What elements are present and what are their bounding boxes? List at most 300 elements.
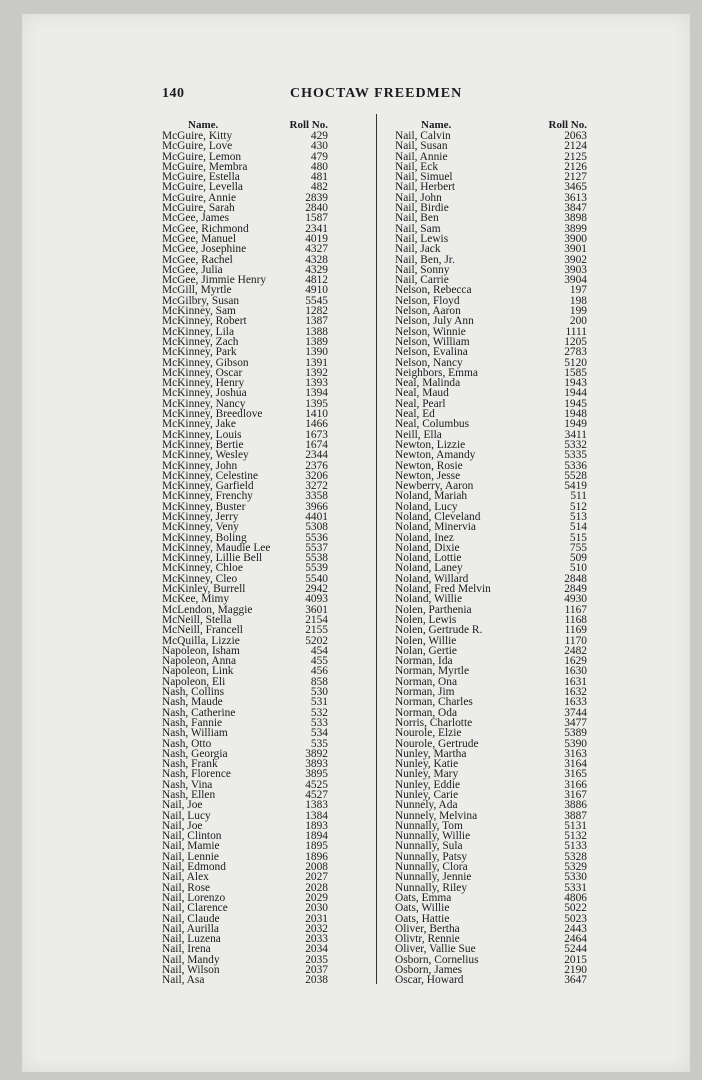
- entry-name: Nunnally, Patsy: [395, 850, 468, 863]
- entry-roll-number: 2190: [564, 964, 587, 977]
- entry-roll-number: 2035: [305, 953, 328, 966]
- entry-name: Newton, Amandy: [395, 449, 476, 462]
- entry-name: Oats, Hattie: [395, 912, 450, 925]
- entry-roll-number: 4327: [305, 243, 328, 256]
- entry-name: Nourole, Gertrude: [395, 737, 479, 750]
- entry-name: McKinney, Boling: [162, 531, 247, 544]
- entry-roll-number: 513: [569, 510, 587, 523]
- entry-name: Nash, Collins: [162, 686, 225, 699]
- roll-column-header: Roll No.: [548, 119, 587, 131]
- entry-name: McGee, Rachel: [162, 253, 233, 266]
- entry-name: Oats, Willie: [395, 902, 450, 915]
- entry-roll-number: 454: [310, 644, 328, 657]
- entry-roll-number: 3898: [564, 212, 587, 225]
- entry-name: Nelson, Rebecca: [395, 284, 472, 297]
- entry-roll-number: 2783: [564, 346, 587, 359]
- entry-roll-number: 5308: [305, 521, 328, 534]
- entry-name: Nail, John: [395, 191, 442, 204]
- entry-name: Nail, Lucy: [162, 809, 211, 822]
- right-column: [395, 119, 587, 986]
- entry-roll-number: 3904: [564, 274, 587, 287]
- entry-roll-number: 5329: [564, 861, 587, 874]
- entry-name: Nail, Ben, Jr.: [395, 253, 455, 266]
- entry-roll-number: 1631: [564, 675, 587, 688]
- entry-name: Nail, Carrie: [395, 274, 449, 287]
- entry-name: Norman, Oda: [395, 706, 457, 719]
- entry-roll-number: 2033: [305, 933, 328, 946]
- entry-roll-number: 3477: [564, 716, 587, 729]
- entry-name: Nail, Clarence: [162, 902, 228, 915]
- entry-name: McKinney, Maudie Lee: [162, 541, 271, 554]
- entry-roll-number: 1629: [564, 655, 587, 668]
- entry-name: McGuire, Annie: [162, 191, 237, 204]
- entry-name: Neill, Ella: [395, 428, 442, 441]
- entry-name: Nail, Alex: [162, 871, 209, 884]
- entry-roll-number: 1205: [564, 335, 587, 348]
- entry-roll-number: 1896: [305, 850, 328, 863]
- entry-roll-number: 429: [310, 130, 328, 142]
- entry-roll-number: 4525: [305, 778, 328, 791]
- entry-roll-number: 2028: [305, 881, 328, 894]
- entry-roll-number: 3966: [305, 500, 328, 513]
- entry-name: Nolen, Parthenia: [395, 603, 472, 616]
- entry-roll-number: 4019: [305, 232, 328, 245]
- entry-name: McQuilla, Lizzie: [162, 634, 240, 647]
- entry-roll-number: 479: [310, 150, 328, 163]
- entry-roll-number: 1167: [564, 603, 587, 616]
- entry-name: Noland, Fred Melvin: [395, 583, 491, 596]
- entry-roll-number: 533: [310, 716, 328, 729]
- entry-roll-number: 1392: [305, 366, 328, 379]
- roll-entry: [395, 347, 587, 357]
- entry-name: Napoleon, Isham: [162, 644, 240, 657]
- entry-name: Nail, Mamie: [162, 840, 220, 853]
- entry-name: Newton, Lizzie: [395, 438, 466, 451]
- entry-name: Noland, Willie: [395, 593, 463, 606]
- roll-column-header: Roll No.: [289, 119, 328, 131]
- entry-roll-number: 515: [569, 531, 587, 544]
- entry-roll-number: 5539: [305, 562, 328, 575]
- entry-roll-number: 5419: [564, 480, 587, 493]
- page-header: [0, 86, 702, 106]
- entry-name: Oliver, Bertha: [395, 922, 460, 935]
- entry-roll-number: 1585: [564, 366, 587, 379]
- entry-roll-number: 1394: [305, 387, 328, 400]
- entry-roll-number: 430: [310, 140, 328, 153]
- entry-roll-number: 1168: [564, 613, 587, 626]
- entry-name: Noland, Lucy: [395, 500, 458, 513]
- right-roll-list: [395, 131, 587, 986]
- entry-name: Nunley, Martha: [395, 747, 467, 760]
- entry-name: Nunnally, Sula: [395, 840, 463, 853]
- entry-roll-number: 480: [310, 160, 328, 173]
- entry-roll-number: 5540: [305, 572, 328, 585]
- entry-roll-number: 858: [310, 675, 328, 688]
- entry-roll-number: 5389: [564, 727, 587, 740]
- entry-name: McGuire, Love: [162, 140, 233, 153]
- entry-name: Norris, Charlotte: [395, 716, 473, 729]
- entry-roll-number: 5335: [564, 449, 587, 462]
- entry-name: McNeill, Stella: [162, 613, 232, 626]
- entry-roll-number: 511: [570, 490, 587, 503]
- entry-name: Norman, Ida: [395, 655, 453, 668]
- entry-roll-number: 531: [310, 696, 328, 709]
- entry-name: McKinney, Joshua: [162, 387, 247, 400]
- entry-name: Nail, Jack: [395, 243, 441, 256]
- entry-name: McKinney, Park: [162, 346, 237, 359]
- entry-name: Nail, Clinton: [162, 830, 222, 843]
- entry-name: McGee, Manuel: [162, 232, 237, 245]
- entry-name: Nourole, Elzie: [395, 727, 462, 740]
- entry-roll-number: 3901: [564, 243, 587, 256]
- entry-roll-number: 3167: [564, 789, 587, 801]
- entry-name: McGee, James: [162, 212, 230, 225]
- entry-name: McKinney, John: [162, 459, 238, 472]
- roll-entry: [162, 728, 328, 738]
- entry-name: Napoleon, Eli: [162, 675, 226, 688]
- name-column-header: Name.: [421, 119, 452, 131]
- entry-roll-number: 5133: [564, 840, 587, 853]
- entry-roll-number: 1393: [305, 377, 328, 390]
- entry-name: Norman, Myrtle: [395, 665, 470, 678]
- entry-name: Nail, Lorenzo: [162, 891, 226, 904]
- entry-roll-number: 1388: [305, 325, 328, 338]
- entry-roll-number: 3613: [564, 191, 587, 204]
- entry-roll-number: 2942: [305, 583, 328, 596]
- entry-roll-number: 3887: [564, 809, 587, 822]
- entry-name: Nail, Aurilla: [162, 922, 219, 935]
- entry-name: Oats, Emma: [395, 891, 452, 904]
- entry-roll-number: 3358: [305, 490, 328, 503]
- entry-roll-number: 481: [310, 171, 328, 184]
- entry-roll-number: 5528: [564, 469, 587, 482]
- entry-roll-number: 1632: [564, 686, 587, 699]
- entry-name: McKinney, Sam: [162, 305, 236, 318]
- entry-name: McGee, Jimmie Henry: [162, 274, 267, 287]
- entry-name: McGee, Josephine: [162, 243, 247, 256]
- entry-name: Newton, Rosie: [395, 459, 463, 472]
- entry-roll-number: 200: [569, 315, 587, 328]
- entry-name: McGuire, Levella: [162, 181, 243, 194]
- entry-name: Noland, Laney: [395, 562, 463, 575]
- entry-roll-number: 2015: [564, 953, 587, 966]
- entry-name: McKinney, Oscar: [162, 366, 243, 379]
- entry-roll-number: 2029: [305, 891, 328, 904]
- entry-roll-number: 1391: [305, 356, 328, 369]
- entry-name: Noland, Minervia: [395, 521, 476, 534]
- entry-roll-number: 5336: [564, 459, 587, 472]
- entry-roll-number: 2124: [564, 140, 587, 153]
- entry-roll-number: 3902: [564, 253, 587, 266]
- roll-entry: [395, 728, 587, 738]
- entry-roll-number: 5331: [564, 881, 587, 894]
- name-column-header: Name.: [188, 119, 219, 131]
- entry-name: McGuire, Lemon: [162, 150, 242, 163]
- entry-roll-number: 4527: [305, 789, 328, 801]
- entry-name: McGilbry, Susan: [162, 294, 240, 307]
- entry-name: Nail, Sonny: [395, 263, 450, 276]
- entry-roll-number: 3272: [305, 480, 328, 493]
- entry-roll-number: 5131: [564, 819, 587, 832]
- entry-name: Noland, Mariah: [395, 490, 468, 503]
- page-number: 140: [162, 86, 185, 101]
- entry-name: Nail, Birdie: [395, 202, 449, 215]
- entry-roll-number: 5202: [305, 634, 328, 647]
- entry-name: McKinney, Nancy: [162, 397, 246, 410]
- entry-name: Nail, Lewis: [395, 232, 449, 245]
- entry-roll-number: 2848: [564, 572, 587, 585]
- entry-roll-number: 3164: [564, 758, 587, 771]
- entry-roll-number: 4401: [305, 510, 328, 523]
- entry-name: Noland, Lottie: [395, 552, 462, 565]
- entry-name: McKinney, Gibson: [162, 356, 249, 369]
- entry-name: Newberry, Aaron: [395, 480, 474, 493]
- entry-roll-number: 1948: [564, 408, 587, 421]
- entry-name: Noland, Cleveland: [395, 510, 481, 523]
- entry-roll-number: 3900: [564, 232, 587, 245]
- entry-name: McKinney, Lila: [162, 325, 235, 338]
- entry-name: Nail, Susan: [395, 140, 448, 153]
- entry-name: Nolen, Lewis: [395, 613, 457, 626]
- entry-name: Norman, Charles: [395, 696, 473, 709]
- entry-name: Osborn, Cornelius: [395, 953, 479, 966]
- entry-name: McKinney, Cleo: [162, 572, 238, 585]
- entry-name: McGill, Myrtle: [162, 284, 232, 297]
- entry-name: Nail, Lennie: [162, 850, 219, 863]
- entry-roll-number: 1895: [305, 840, 328, 853]
- entry-name: Neal, Ed: [395, 408, 435, 421]
- entry-name: Nunnely, Ada: [395, 799, 458, 812]
- entry-roll-number: 1943: [564, 377, 587, 390]
- entry-roll-number: 1893: [305, 819, 328, 832]
- entry-roll-number: 3886: [564, 799, 587, 812]
- entry-roll-number: 1282: [305, 305, 328, 318]
- entry-name: McKinney, Henry: [162, 377, 245, 390]
- entry-name: McGuire, Sarah: [162, 202, 235, 215]
- entry-roll-number: 1383: [305, 799, 328, 812]
- entry-name: Nunnally, Clora: [395, 861, 468, 874]
- entry-roll-number: 455: [310, 655, 328, 668]
- entry-name: Nail, Irena: [162, 943, 211, 956]
- entry-name: Nunley, Eddie: [395, 778, 461, 791]
- entry-name: Nail, Calvin: [395, 130, 451, 142]
- entry-name: Nail, Eck: [395, 160, 439, 173]
- entry-roll-number: 2032: [305, 922, 328, 935]
- entry-name: Nash, Georgia: [162, 747, 228, 760]
- entry-name: McKinney, Breedlove: [162, 408, 263, 421]
- roll-entry: [395, 975, 587, 985]
- entry-name: Nunley, Mary: [395, 768, 459, 781]
- entry-roll-number: 5328: [564, 850, 587, 863]
- entry-roll-number: 1111: [565, 325, 587, 338]
- entry-roll-number: 3465: [564, 181, 587, 194]
- entry-name: Nail, Annie: [395, 150, 448, 163]
- entry-roll-number: 530: [310, 686, 328, 699]
- entry-name: McKinney, Wesley: [162, 449, 249, 462]
- entry-roll-number: 2127: [564, 171, 587, 184]
- entry-roll-number: 2344: [305, 449, 328, 462]
- entry-roll-number: 2839: [305, 191, 328, 204]
- entry-name: Nail, Herbert: [395, 181, 456, 194]
- entry-name: McKinney, Celestine: [162, 469, 259, 482]
- entry-roll-number: 1894: [305, 830, 328, 843]
- entry-roll-number: 512: [569, 500, 587, 513]
- entry-roll-number: 1384: [305, 809, 328, 822]
- entry-roll-number: 5545: [305, 294, 328, 307]
- entry-roll-number: 3206: [305, 469, 328, 482]
- entry-roll-number: 1674: [305, 438, 328, 451]
- entry-roll-number: 1390: [305, 346, 328, 359]
- entry-roll-number: 2443: [564, 922, 587, 935]
- entry-roll-number: 3601: [305, 603, 328, 616]
- entry-name: Neal, Columbus: [395, 418, 470, 431]
- entry-roll-number: 2027: [305, 871, 328, 884]
- entry-name: McKinney, Frenchy: [162, 490, 253, 503]
- entry-roll-number: 3892: [305, 747, 328, 760]
- entry-name: Nash, Fannie: [162, 716, 223, 729]
- entry-roll-number: 1395: [305, 397, 328, 410]
- entry-roll-number: 5538: [305, 552, 328, 565]
- entry-roll-number: 197: [569, 284, 587, 297]
- entry-name: McKinley, Burrell: [162, 583, 246, 596]
- entry-roll-number: 4329: [305, 263, 328, 276]
- entry-name: McKinney, Zach: [162, 335, 239, 348]
- entry-name: McKee, Mimy: [162, 593, 230, 606]
- roll-entry: [395, 625, 587, 635]
- entry-roll-number: 2125: [564, 150, 587, 163]
- page-sheet: [22, 14, 690, 1072]
- entry-name: Nash, Otto: [162, 737, 212, 750]
- entry-roll-number: 3744: [564, 706, 587, 719]
- entry-roll-number: 2155: [305, 624, 328, 637]
- entry-roll-number: 2341: [305, 222, 328, 235]
- entry-name: Nelson, Winnie: [395, 325, 466, 338]
- entry-roll-number: 1170: [564, 634, 587, 647]
- page-title: CHOCTAW FREEDMEN: [290, 86, 463, 101]
- entry-roll-number: 2034: [305, 943, 328, 956]
- entry-name: McNeill, Francell: [162, 624, 243, 637]
- roll-entry: [162, 975, 328, 985]
- entry-roll-number: 1673: [305, 428, 328, 441]
- entry-roll-number: 510: [569, 562, 587, 575]
- entry-name: Nail, Ben: [395, 212, 439, 225]
- entry-roll-number: 2063: [564, 130, 587, 142]
- entry-name: Nunnally, Riley: [395, 881, 468, 894]
- entry-name: McKinney, Veny: [162, 521, 239, 534]
- entry-name: Neal, Maud: [395, 387, 449, 400]
- entry-name: McKinney, Garfield: [162, 480, 254, 493]
- entry-roll-number: 4806: [564, 891, 587, 904]
- entry-roll-number: 1944: [564, 387, 587, 400]
- entry-name: McKinney, Louis: [162, 428, 242, 441]
- entry-name: Nunnally, Jennie: [395, 871, 472, 884]
- entry-roll-number: 3647: [564, 974, 587, 987]
- entry-name: Nail, Asa: [162, 974, 205, 987]
- entry-name: Nash, Ellen: [162, 789, 216, 801]
- entry-name: Neal, Malinda: [395, 377, 461, 390]
- roll-entry: [162, 625, 328, 635]
- entry-roll-number: 3166: [564, 778, 587, 791]
- entry-roll-number: 3899: [564, 222, 587, 235]
- entry-roll-number: 1169: [564, 624, 587, 637]
- entry-name: Nail, Sam: [395, 222, 441, 235]
- entry-name: McKinney, Robert: [162, 315, 247, 328]
- entry-roll-number: 5536: [305, 531, 328, 544]
- entry-name: Noland, Willard: [395, 572, 469, 585]
- entry-roll-number: 514: [569, 521, 587, 534]
- entry-roll-number: 509: [569, 552, 587, 565]
- entry-name: Nolen, Gertrude R.: [395, 624, 483, 637]
- entry-name: Nelson, July Ann: [395, 315, 474, 328]
- entry-name: Olivtr, Rennie: [395, 933, 460, 946]
- entry-name: McKinney, Lillie Bell: [162, 552, 263, 565]
- entry-name: Norman, Ona: [395, 675, 457, 688]
- entry-roll-number: 3903: [564, 263, 587, 276]
- entry-name: Nelson, William: [395, 335, 470, 348]
- entry-name: Nail, Mandy: [162, 953, 220, 966]
- entry-roll-number: 3411: [564, 428, 587, 441]
- entry-roll-number: 2038: [305, 974, 328, 987]
- entry-name: Oliver, Vallie Sue: [395, 943, 476, 956]
- entry-name: Nail, Luzena: [162, 933, 221, 946]
- entry-name: McGuire, Estella: [162, 171, 240, 184]
- column-divider: [376, 114, 377, 984]
- entry-roll-number: 5022: [564, 902, 587, 915]
- entry-name: Neighbors, Emma: [395, 366, 478, 379]
- entry-roll-number: 2376: [305, 459, 328, 472]
- entry-name: Nunnely, Melvina: [395, 809, 478, 822]
- entry-roll-number: 4812: [305, 274, 328, 287]
- entry-roll-number: 1633: [564, 696, 587, 709]
- entry-roll-number: 3893: [305, 758, 328, 771]
- entry-roll-number: 535: [310, 737, 328, 750]
- entry-name: Nash, Frank: [162, 758, 218, 771]
- entry-roll-number: 2482: [564, 644, 587, 657]
- roll-entry: [162, 450, 328, 460]
- entry-name: Nolen, Willie: [395, 634, 457, 647]
- entry-roll-number: 1387: [305, 315, 328, 328]
- entry-name: Noland, Dixie: [395, 541, 460, 554]
- entry-roll-number: 2037: [305, 964, 328, 977]
- entry-name: Norman, Jim: [395, 686, 455, 699]
- entry-name: McGuire, Membra: [162, 160, 248, 173]
- entry-roll-number: 2840: [305, 202, 328, 215]
- entry-name: Nash, Catherine: [162, 706, 236, 719]
- entry-name: Oscar, Howard: [395, 974, 464, 987]
- entry-name: Nelson, Aaron: [395, 305, 461, 318]
- entry-roll-number: 2030: [305, 902, 328, 915]
- entry-roll-number: 2464: [564, 933, 587, 946]
- entry-roll-number: 532: [310, 706, 328, 719]
- entry-name: McKinney, Jerry: [162, 510, 239, 523]
- entry-name: Nail, Edmond: [162, 861, 226, 874]
- entry-name: Nash, Florence: [162, 768, 231, 781]
- entry-name: Nail, Wilson: [162, 964, 220, 977]
- entry-name: Nelson, Floyd: [395, 294, 460, 307]
- entry-roll-number: 3847: [564, 202, 587, 215]
- entry-roll-number: 534: [310, 727, 328, 740]
- entry-name: McKinney, Buster: [162, 500, 246, 513]
- entry-roll-number: 3163: [564, 747, 587, 760]
- entry-name: Nail, Simuel: [395, 171, 453, 184]
- entry-name: McKinney, Chloe: [162, 562, 243, 575]
- entry-name: Nunley, Katie: [395, 758, 459, 771]
- entry-name: Nolan, Gertie: [395, 644, 457, 657]
- roll-entry: [162, 347, 328, 357]
- left-column: [162, 119, 328, 986]
- left-roll-list: [162, 131, 328, 986]
- entry-name: Osborn, James: [395, 964, 463, 977]
